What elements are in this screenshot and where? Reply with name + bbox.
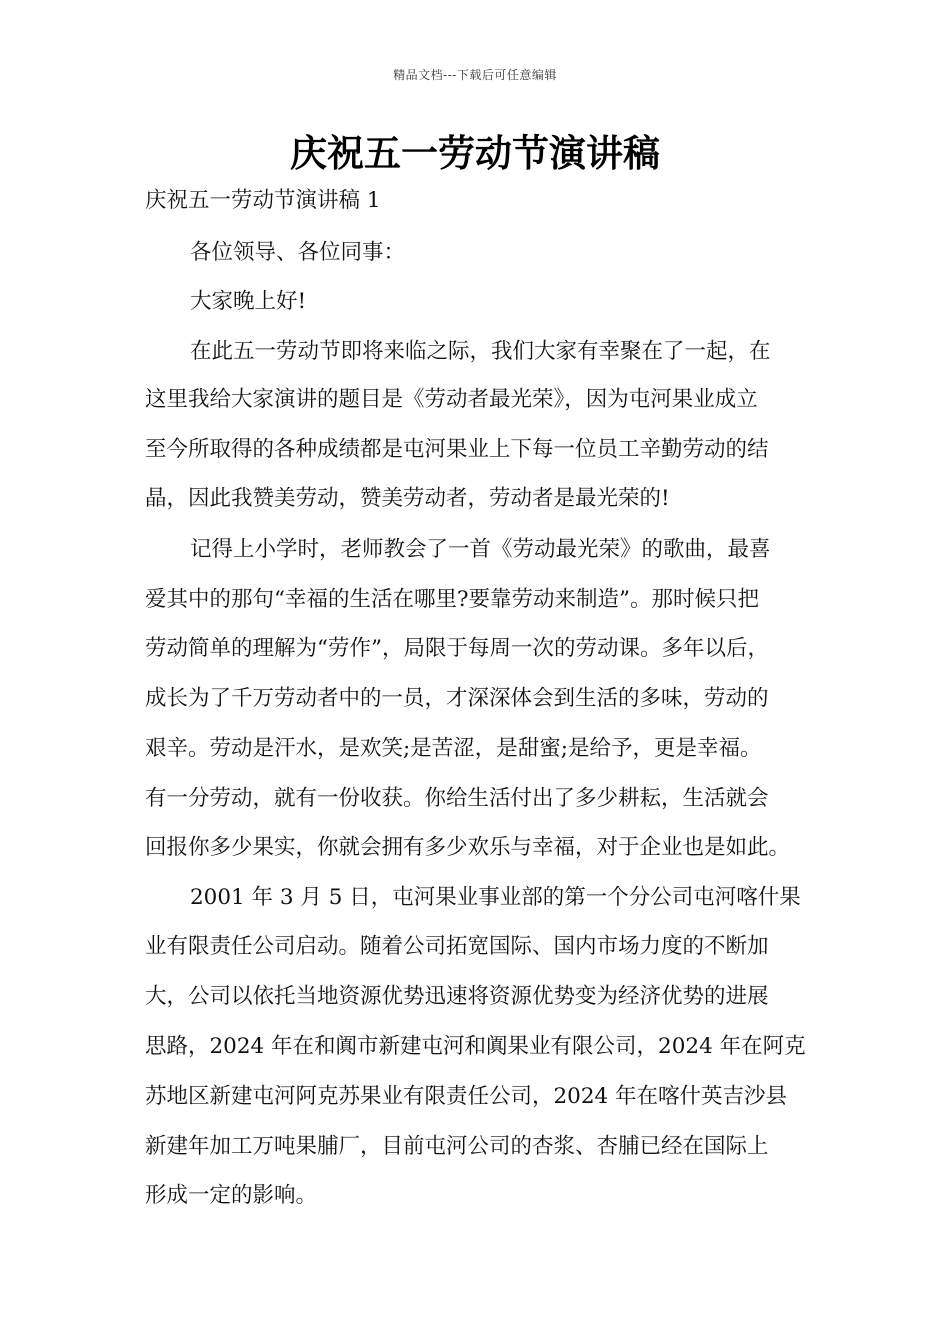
paragraph-3-line-1: 2001 年 3 月 5 日，屯河果业事业部的第一个分公司屯河喀什果 xyxy=(190,885,801,910)
paragraph-2-line-1: 记得上小学时，老师教会了一首《劳动最光荣》的歌曲，最喜 xyxy=(190,537,771,562)
paragraph-1-line-3: 至今所取得的各种成绩都是屯河果业上下每一位员工辛勤劳动的结 xyxy=(145,437,769,462)
paragraph-2-line-5: 艰辛。劳动是汗水，是欢笑;是苦涩，是甜蜜;是给予，更是幸福。 xyxy=(145,736,762,761)
document-title: 庆祝五一劳动节演讲稿 xyxy=(290,132,660,175)
paragraph-2-line-3: 劳动简单的理解为“劳作”，局限于每周一次的劳动课。多年以后， xyxy=(145,636,769,661)
paragraph-3-line-3: 大，公司以依托当地资源优势迅速将资源优势变为经济优势的进展 xyxy=(145,984,769,1009)
paragraph-2-line-6: 有一分劳动，就有一份收获。你给生活付出了多少耕耘，生活就会 xyxy=(145,786,769,811)
paragraph-3-line-5: 苏地区新建屯河阿克苏果业有限责任公司，2024 年在喀什英吉沙县 xyxy=(145,1084,788,1109)
section-heading: 庆祝五一劳动节演讲稿 1 xyxy=(145,188,381,213)
paragraph-1-line-2: 这里我给大家演讲的题目是《劳动者最光荣》，因为屯河果业成立 xyxy=(145,387,758,412)
greeting: 大家晚上好! xyxy=(190,289,307,314)
paragraph-3-line-7: 形成一定的影响。 xyxy=(145,1183,318,1208)
paragraph-3-line-2: 业有限责任公司启动。随着公司拓宽国际、国内市场力度的不断加 xyxy=(145,934,769,959)
paragraph-2-line-7: 回报你多少果实，你就会拥有多少欢乐与幸福，对于企业也是如此。 xyxy=(145,835,791,860)
paragraph-1-line-4: 晶，因此我赞美劳动，赞美劳动者，劳动者是最光荣的! xyxy=(145,486,670,511)
paragraph-1-line-1: 在此五一劳动节即将来临之际，我们大家有幸聚在了一起，在 xyxy=(190,339,771,364)
header-note: 精品文档---下载后可任意编辑 xyxy=(393,68,557,82)
paragraph-2-line-4: 成长为了千万劳动者中的一员，才深深体会到生活的多味，劳动的 xyxy=(145,686,769,711)
salutation: 各位领导、各位同事： xyxy=(190,240,406,265)
paragraph-3-line-4: 思路，2024 年在和阗市新建屯河和阗果业有限公司，2024 年在阿克 xyxy=(145,1034,806,1059)
paragraph-3-line-6: 新建年加工万吨果脯厂，目前屯河公司的杏浆、杏脯已经在国际上 xyxy=(145,1134,769,1159)
paragraph-2-line-2: 爱其中的那句“幸福的生活在哪里?要靠劳动来制造”。那时候只把 xyxy=(145,587,760,612)
